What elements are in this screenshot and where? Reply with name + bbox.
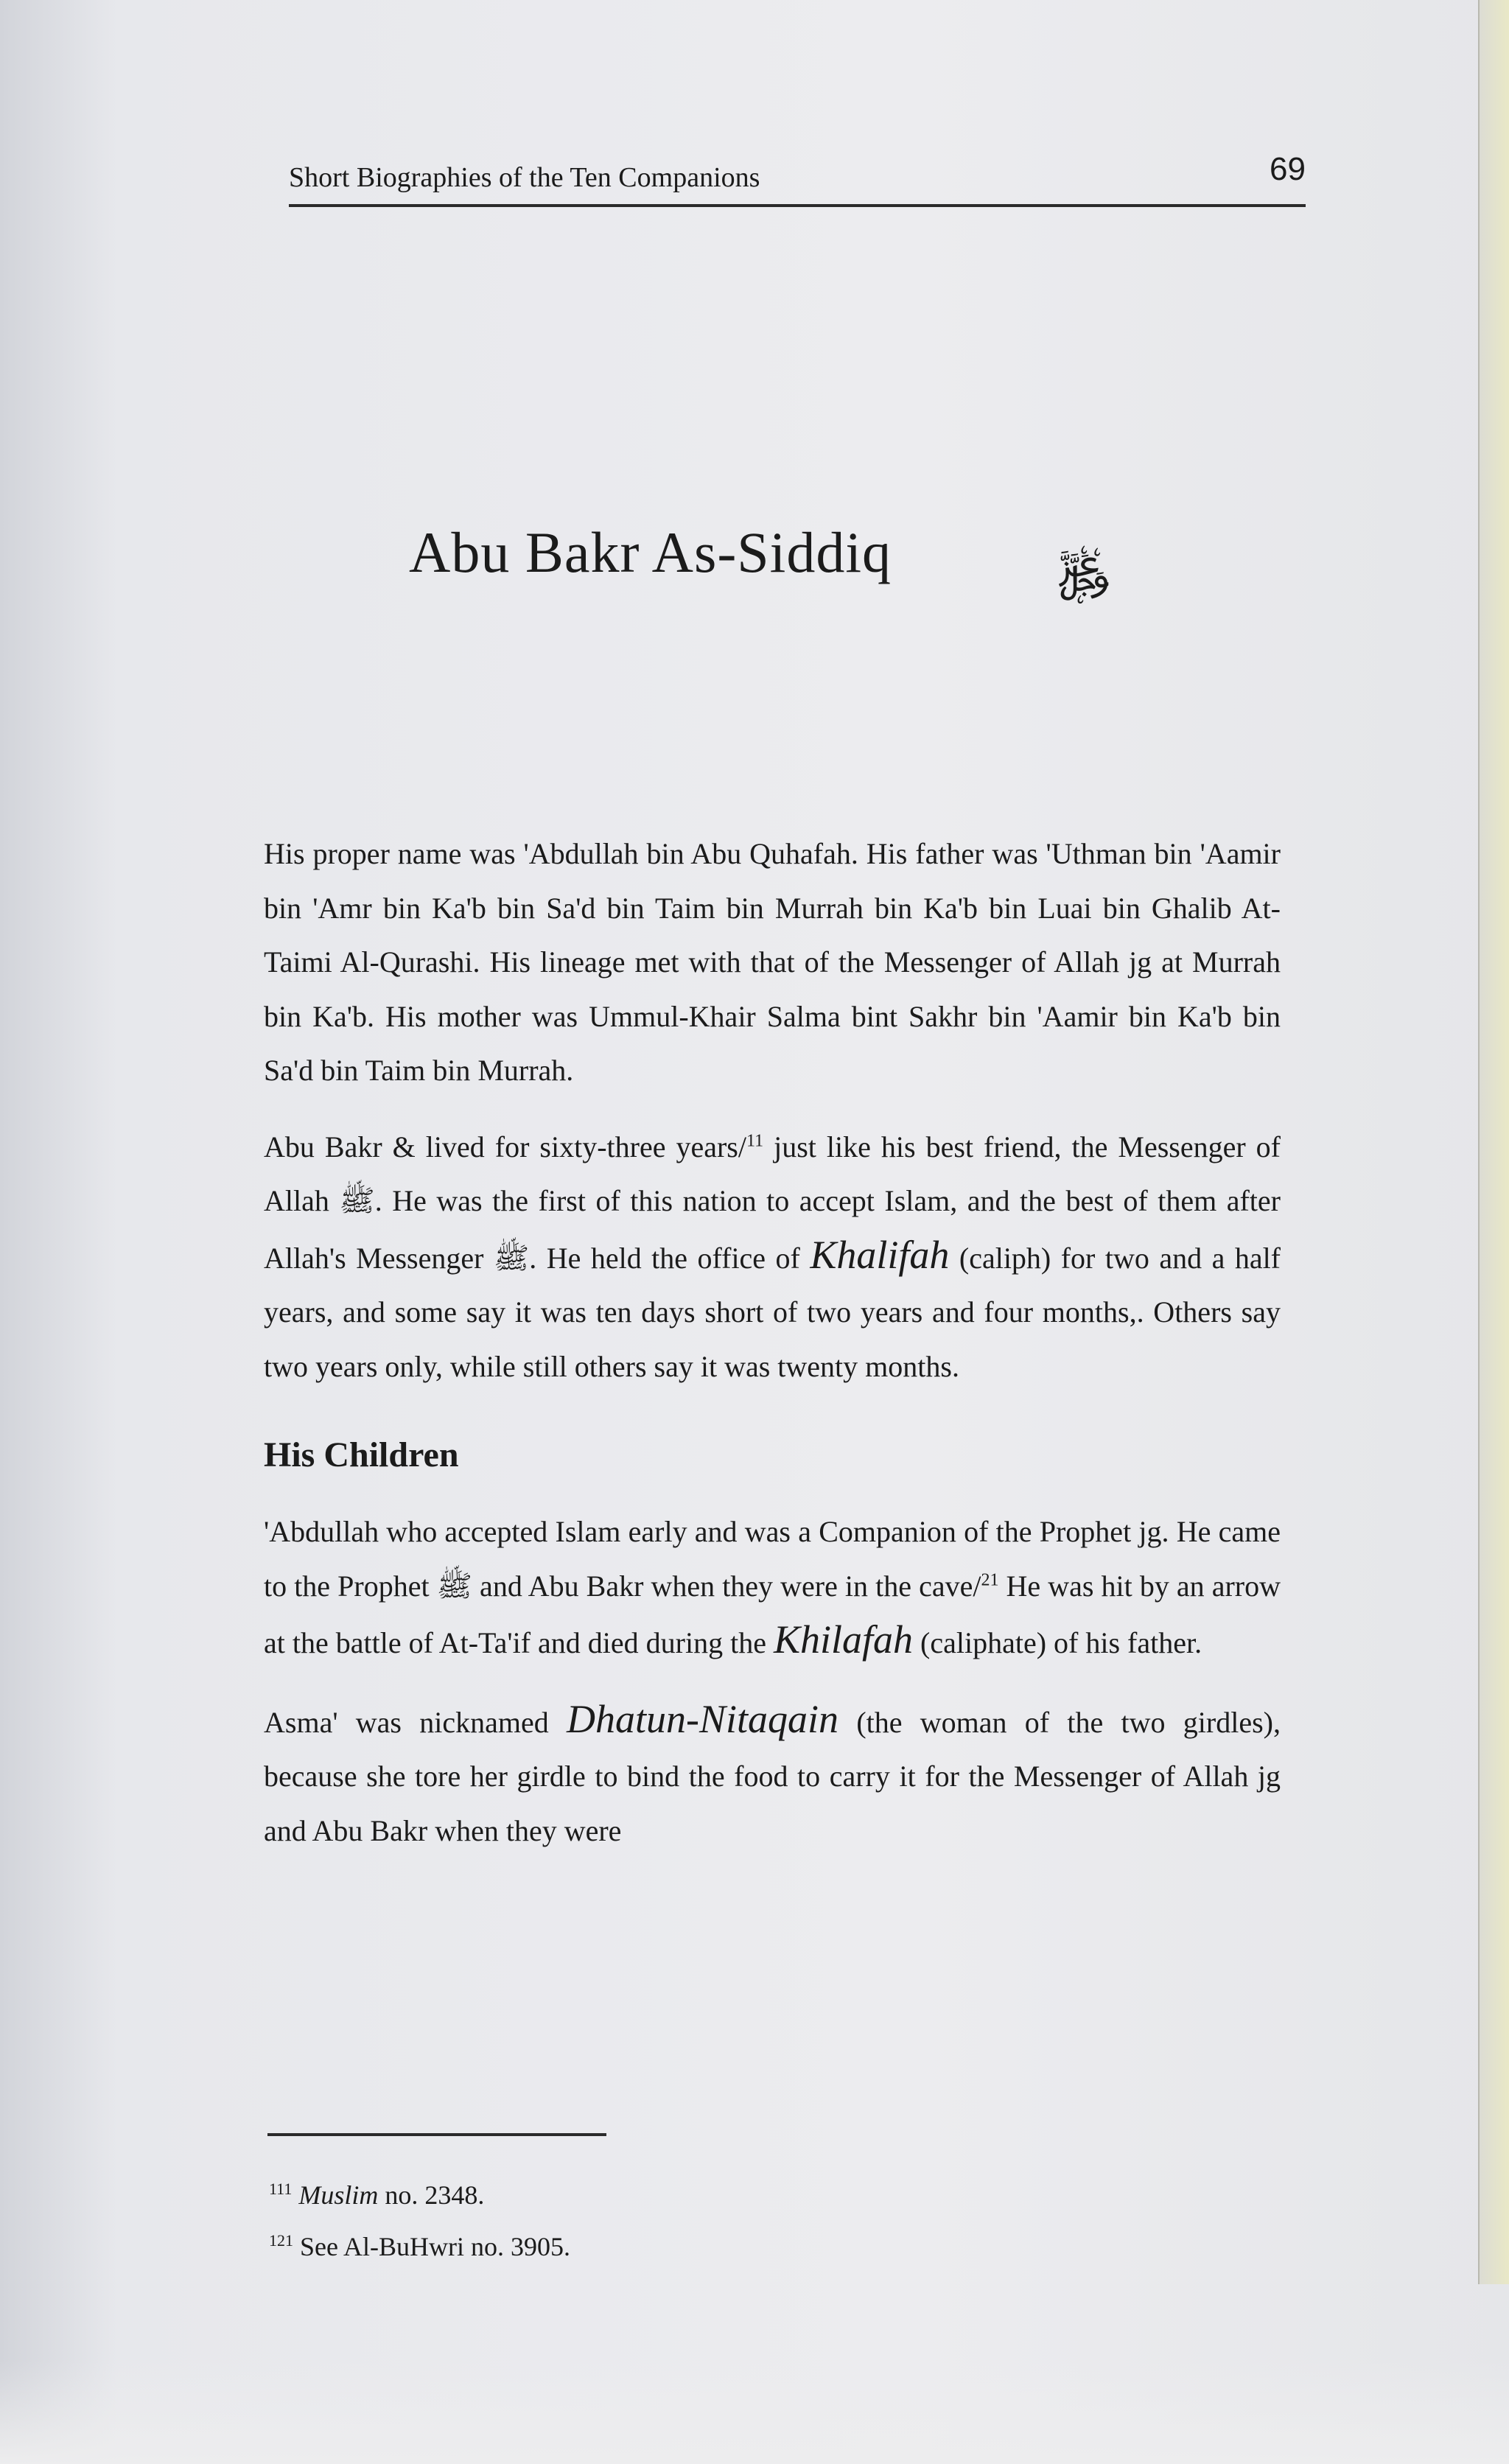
footnote-text: See Al-BuHwri no. 3905. [293,2232,570,2261]
paragraph-text: (the woman of the two girdles), because she tore her girdle to bind the food to carry it for the Messenger of Allah jg and Abu Bakr when they were [264,1705,1281,1847]
paragraph-text: just like his best friend, the Messenger of Allah ﷺ. He was the first of this nation to accept Islam, and the best of them after Allah's Messenger ﷺ. He held the office of [264,1130,1281,1275]
footnote-source: Muslim [298,2180,379,2210]
paragraph-text: His proper name was 'Abdullah bin Abu Quhafah. His father was 'Uthman bin 'Aamir bin 'Amr bin Ka'b bin Sa'd bin Taim bin Murrah bin Ka'b bin Luai bin Ghalib At-Taimi Al-Qurashi. His lineage met with that of the Messenger of Allah jg at Murrah bin Ka'b. His mother was Ummul-Khair Salma bint Sakhr bin 'Aamir bin Ka'b bin Sa'd bin Taim bin Murrah. [264,837,1281,1087]
footnote [269,2166,570,2218]
paragraph-life-span [264,1120,1281,1394]
chapter-title: Abu Bakr As-Siddiq [409,520,892,584]
italic-term: Khalifah [810,1232,950,1277]
header-rule [289,204,1306,207]
body-text [264,827,1281,1880]
footnote-marker: 121 [269,2231,293,2250]
footnote [269,2218,570,2269]
paragraph-name-lineage [264,827,1281,1098]
paragraph-text: He was hit by an arrow at the battle of At-Ta'if and died during the [264,1569,1281,1659]
paragraph-text: 'Abdullah who accepted Islam early and was a Companion of the Prophet jg. He came to the Prophet ﷺ and Abu Bakr when they were in the cave/ [264,1515,1281,1603]
footnote-ref: 11 [746,1131,764,1151]
paragraph-text: Asma' was nicknamed [264,1705,567,1739]
footnote-ref: 21 [981,1570,999,1590]
italic-term: Dhatun-Nitaqain [567,1696,839,1741]
footnote-rule [267,2133,606,2136]
footnote-text: no. 2348. [378,2180,485,2210]
footnotes [269,2166,570,2269]
running-header [289,151,1306,210]
paragraph-text: (caliph) for two and a half years, and some say it was ten days short of two years and four months,. Others say two years only, while still others say it was twenty months. [264,1241,1281,1383]
paragraph-text: Abu Bakr & lived for sixty-three years/ [264,1130,746,1163]
page-bottom [0,2361,1509,2464]
page-number: 69 [1270,151,1306,187]
honorific-glyph: ﷿ [1055,536,1113,597]
footnote-marker: 111 [269,2180,293,2198]
paragraph-abdullah [264,1505,1281,1670]
section-heading: His Children [264,1435,459,1474]
italic-term: Khilafah [773,1617,914,1662]
running-title: Short Biographies of the Ten Companions [289,162,760,193]
paragraph-asma [264,1693,1281,1858]
paragraph-text: (caliphate) of his father. [913,1626,1202,1659]
page-edge [1478,0,1509,2284]
